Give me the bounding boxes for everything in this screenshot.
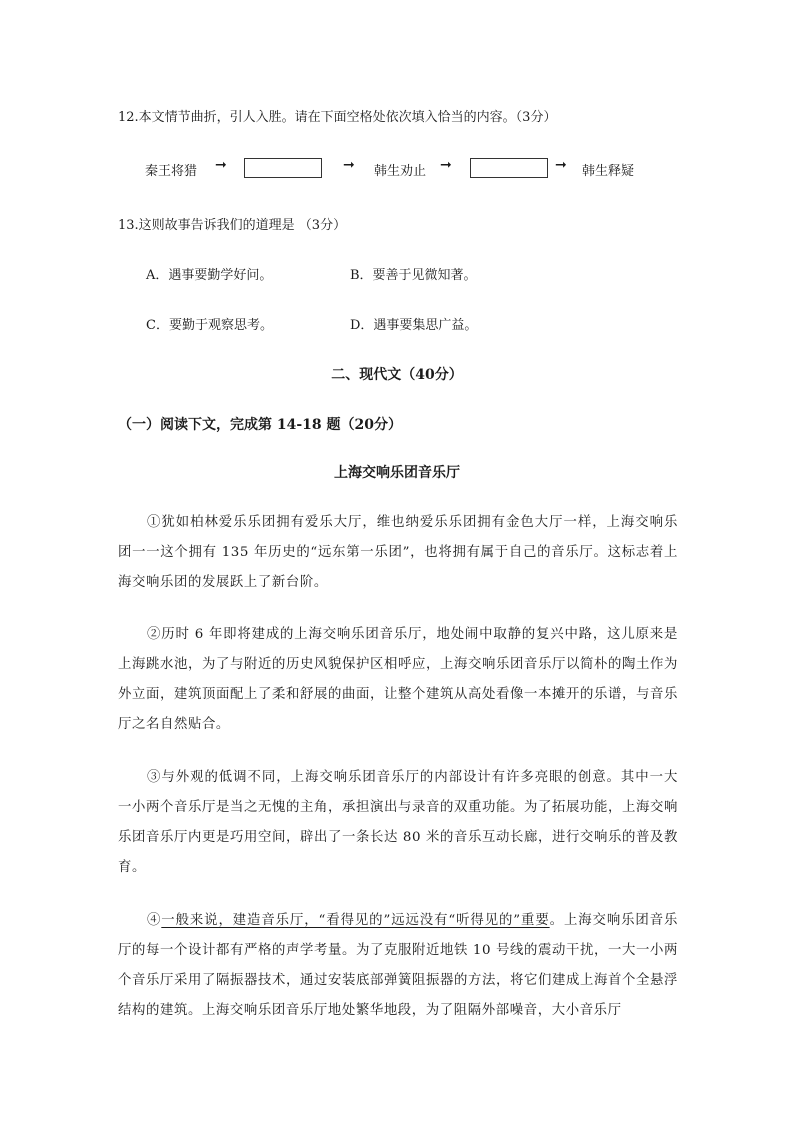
option-c: C．要勤于观察思考。 [146,318,273,333]
paragraph-3: ③与外观的低调不同，上海交响乐团音乐厅的内部设计有许多亮眼的创意。其中一大一小两个音乐厅是当之无愧的主角，承担演出与录音的双重功能。为了拓展功能，上海交响乐团音乐厅内更是巧用空间，辟出了一条长达 80 米的音乐互动长廊，进行交响乐的普及教育。 [118,770,678,875]
option-a: A．遇事要勤学好问。 [146,268,273,283]
underlined-sentence: 一般来说，建造音乐厅，“看得见的”远远没有“听得见的”重要 [161,913,550,928]
paragraph-1: ①犹如柏林爱乐乐团拥有爱乐大厅，维也纳爱乐乐团拥有金色大厅一样，上海交响乐团一一这个拥有 135 年历史的“远东第一乐团”，也将拥有属于自己的音乐厅。这标志着上海交响乐团的发展跃上了新台阶。 [118,515,678,590]
arrow-right-icon: ➞ [555,157,567,173]
flow-step-2: 韩生劝止 [374,164,427,179]
arrow-right-icon: ➞ [440,157,452,173]
flow-step-3: 韩生释疑 [582,164,635,179]
paragraph-4-text: 。上海交响乐团音乐厅的每一个设计都有严格的声学考量。为了克服附近地铁 10 号线的震动干扰，一大一小两个音乐厅采用了隔振器技术，通过安装底部弹簧阻振器的方法，将它们建成上海首个全悬浮结构的建筑。上海交响乐团音乐厅地处繁华地段，为了阻隔外部噪音，大小音乐厅 [118,913,678,1018]
paragraph-4-number: ④ [147,913,162,928]
question-12: 12.本文情节曲折，引人入胜。请在下面空格处依次填入恰当的内容。（3分） [118,110,557,125]
flow-step-1: 秦王将猎 [145,164,198,179]
section-title: 二、现代文（40分） [331,367,463,383]
section-subtitle: （一）阅读下文，完成第 14-18 题（20分） [118,417,403,433]
paragraph-4 [118,906,678,1026]
paragraph-2: ②历时 6 年即将建成的上海交响乐团音乐厅，地处闹中取静的复兴中路，这儿原来是上海跳水池，为了与附近的历史风貌保护区相呼应，上海交响乐团音乐厅以简朴的陶土作为外立面，建筑顶面配上了柔和舒展的曲面，让整个建筑从高处看像一本摊开的乐谱，与音乐厅之名自然贴合。 [118,627,678,732]
option-d: D．遇事要集思广益。 [350,318,478,333]
answer-blank-2[interactable] [470,158,548,178]
question-13: 13.这则故事告诉我们的道理是 （3分） [118,218,347,233]
option-b: B．要善于见微知著。 [350,268,477,283]
arrow-right-icon: ➞ [215,157,227,173]
article-title: 上海交响乐团音乐厅 [334,465,460,481]
answer-blank-1[interactable] [244,158,322,178]
plot-flow-diagram [145,155,645,181]
arrow-right-icon: ➞ [343,157,355,173]
